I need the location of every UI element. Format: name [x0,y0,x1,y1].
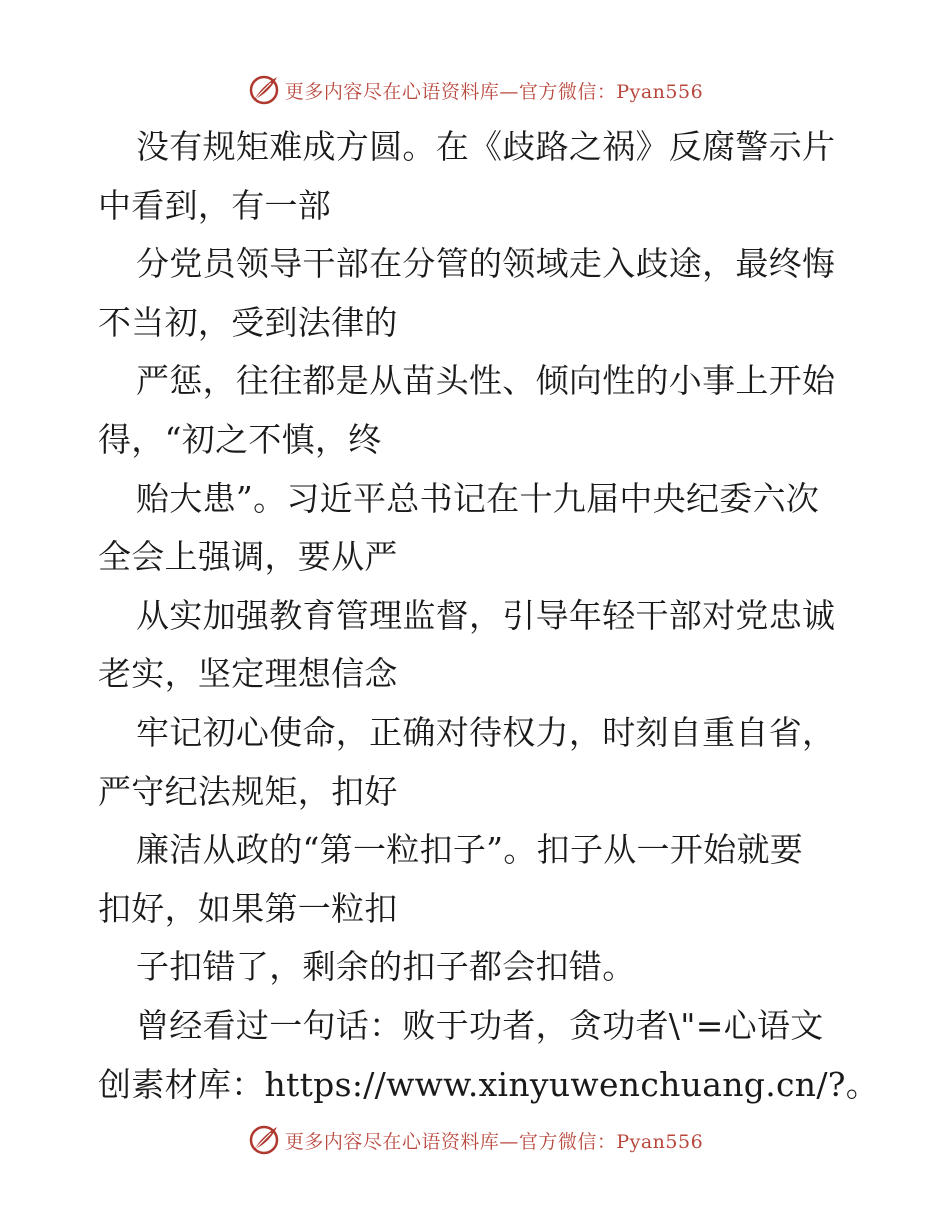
body-text-line: 子扣错了，剩余的扣子都会扣错。 [136,947,636,987]
body-text-line: 贻大患”。习近平总书记在十九届中央纪委六次 [136,478,820,518]
footer-banner-text: 更多内容尽在心语资料库—官方微信：Pyan556 [284,1130,704,1153]
footer-banner [0,1120,950,1160]
document-body [98,118,880,1114]
body-text-line: 老实，坚定理想信念 [98,654,398,694]
body-text-line: 没有规矩难成方圆。在《歧路之祸》反腐警示片 [136,127,836,166]
body-text-line: 廉洁从政的“第一粒扣子”。扣子从一开始就要 [136,830,804,870]
body-text-line: 曾经看过一句话：败于功者，贪功者\"=心语文 [136,1005,824,1045]
header-banner-text: 更多内容尽在心语资料库—官方微信：Pyan556 [284,80,704,103]
header-banner [0,70,950,110]
feather-quill-logo-icon [247,73,281,107]
body-text-line: 全会上强调，要从严 [98,537,398,577]
body-text-line: 不当初，受到法律的 [98,302,398,342]
body-text-line: 扣好，如果第一粒扣 [98,888,398,928]
body-text-line: 严守纪法规矩，扣好 [98,771,398,811]
body-text-line: 中看到，有一部 [98,185,332,225]
body-text-line: 严惩，往往都是从苗头性、倾向性的小事上开始 [136,361,836,401]
body-text-line: 牢记初心使命，正确对待权力，时刻自重自省， [136,712,836,752]
body-text-line: 从实加强教育管理监督，引导年轻干部对党忠诚 [136,595,836,635]
feather-quill-logo-icon [247,1123,281,1157]
body-text-line: 得，“初之不慎，终 [98,419,382,459]
body-text-line: 分党员领导干部在分管的领域走入歧途，最终悔 [136,244,836,284]
body-text-line: 创素材库：https://www.xinyuwenchuang.cn/?。 [98,1064,880,1104]
